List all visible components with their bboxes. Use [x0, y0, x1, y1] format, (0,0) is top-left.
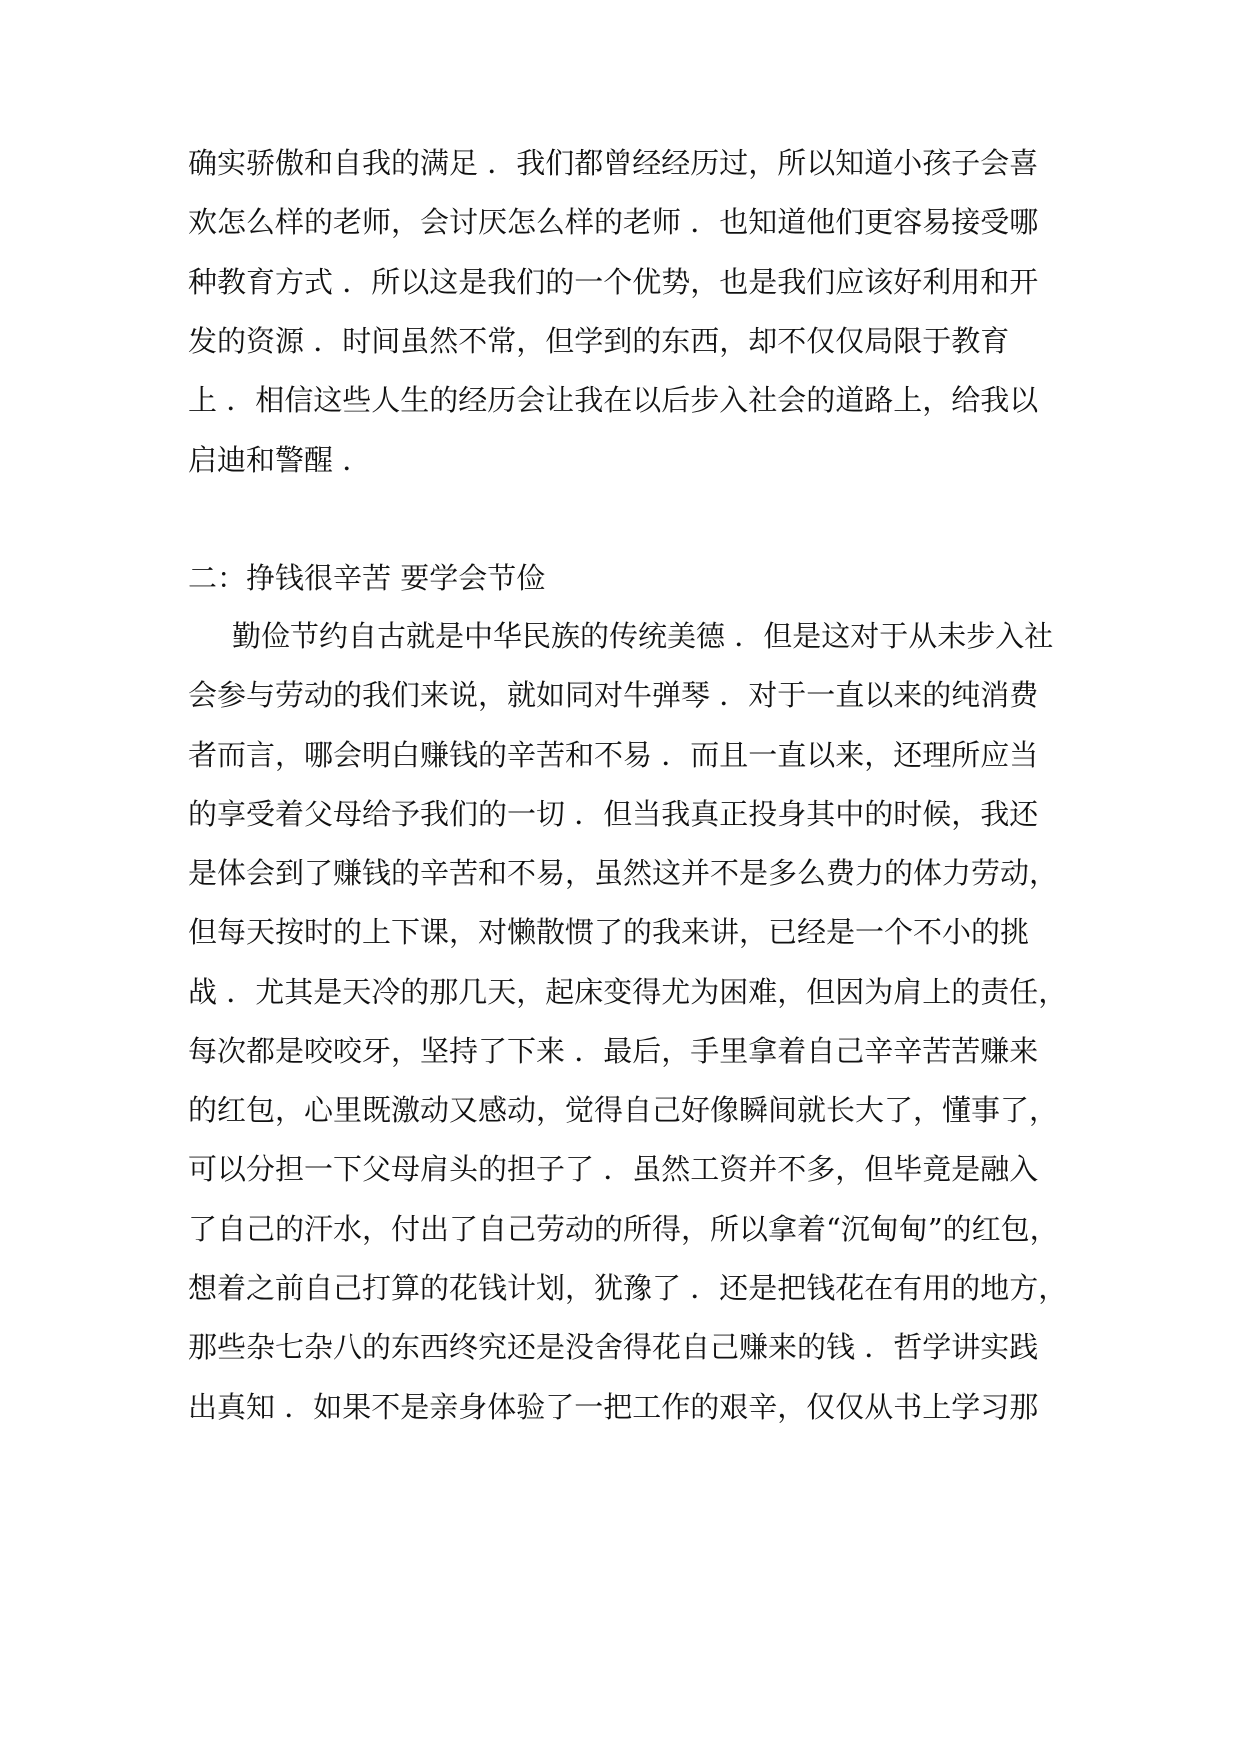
paragraph-2-line-8: 每次都是咬咬牙，坚持了下来 ．最后，手里拿着自己辛辛苦苦赚来 [188, 1034, 1039, 1068]
paragraph-2-line-5: 是体会到了赚钱的辛苦和不易，虽然这并不是多么费力的体力劳动， [188, 856, 1059, 890]
paragraph-2-line-2: 会参与劳动的我们来说，就如同对牛弹琴 ．对于一直以来的纯消费 [188, 678, 1039, 712]
paragraph-2-line-6: 但每天按时的上下课，对懒散惯了的我来讲，已经是一个不小的挑 [188, 915, 1030, 949]
paragraph-2-line-3: 者而言，哪会明白赚钱的辛苦和不易 ．而且一直以来，还理所应当 [188, 738, 1039, 772]
section-heading: 二：挣钱很辛苦 要学会节俭 [188, 561, 546, 595]
paragraph-2-line-10: 可以分担一下父母肩头的担子了 ．虽然工资并不多，但毕竟是融入 [188, 1152, 1039, 1186]
paragraph-2-line-4: 的享受着父母给予我们的一切 ．但当我真正投身其中的时候，我还 [188, 797, 1039, 831]
paragraph-2-line-7: 战 ．尤其是天冷的那几天，起床变得尤为困难，但因为肩上的责任， [188, 975, 1068, 1009]
paragraph-2-line-9: 的红包，心里既激动又感动，觉得自己好像瞬间就长大了，懂事了， [188, 1093, 1059, 1127]
paragraph-2-line-12: 想着之前自己打算的花钱计划，犹豫了 ．还是把钱花在有用的地方， [188, 1271, 1068, 1305]
paragraph-1-line-2: 欢怎么样的老师，会讨厌怎么样的老师 ．也知道他们更容易接受哪 [188, 205, 1039, 239]
paragraph-2-line-14: 出真知 ．如果不是亲身体验了一把工作的艰辛，仅仅从书上学习那 [188, 1390, 1039, 1424]
paragraph-2-line-11: 了自己的汗水，付出了自己劳动的所得，所以拿着“沉甸甸”的红包， [188, 1212, 1059, 1246]
paragraph-2-line-13: 那些杂七杂八的东西终究还是没舍得花自己赚来的钱 ．哲学讲实践 [188, 1330, 1039, 1364]
paragraph-1-line-4: 发的资源 ．时间虽然不常，但学到的东西，却不仅仅局限于教育 [188, 324, 1010, 358]
paragraph-2-line-1: 勤俭节约自古就是中华民族的传统美德 ．但是这对于从未步入社 [232, 619, 1054, 653]
paragraph-1-line-5: 上 ．相信这些人生的经历会让我在以后步入社会的道路上，给我以 [188, 383, 1039, 417]
paragraph-1-line-3: 种教育方式 ．所以这是我们的一个优势，也是我们应该好利用和开 [188, 265, 1039, 299]
paragraph-1-line-1: 确实骄傲和自我的满足 ．我们都曾经经历过，所以知道小孩子会喜 [188, 146, 1039, 180]
paragraph-1-line-6: 启迪和警醒 ． [188, 443, 372, 477]
